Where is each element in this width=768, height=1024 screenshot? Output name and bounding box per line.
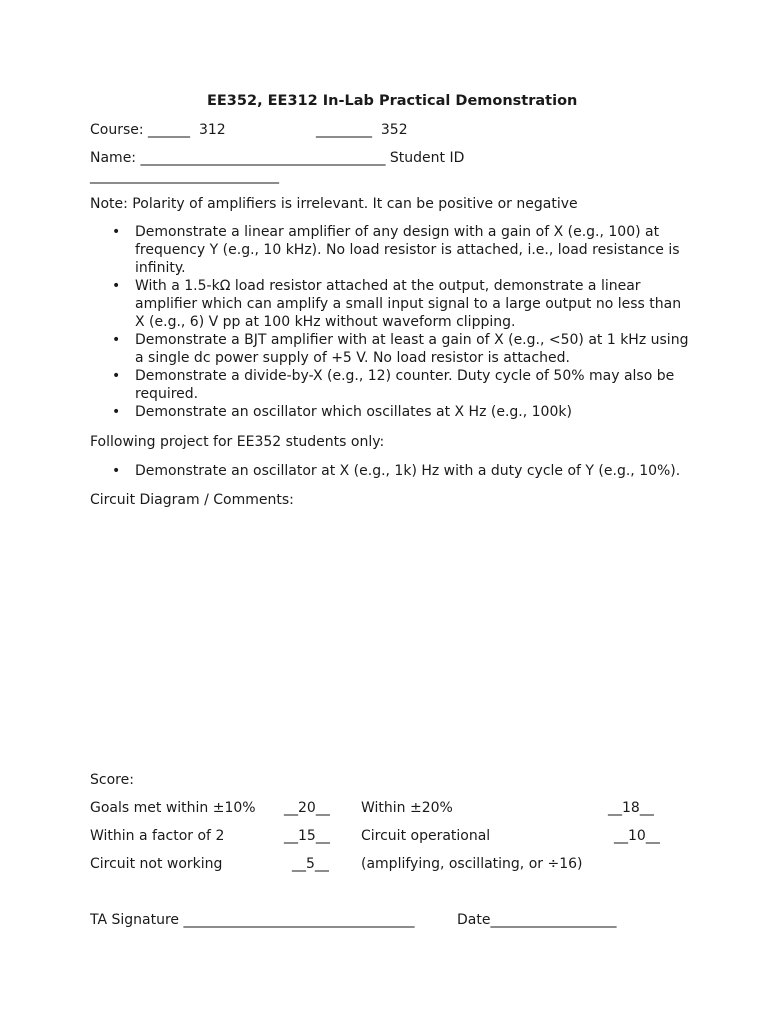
score-points: __18__ bbox=[608, 800, 654, 816]
score-label: Within ±20% bbox=[361, 800, 453, 816]
score-label: Goals met within ±10% bbox=[90, 800, 256, 816]
score-points: __10__ bbox=[614, 828, 660, 844]
task-text: Demonstrate a BJT amplifier with at least a gain of X (e.g., <50) at 1 kHz using a single dc power supply of +5 V. No load resistor is attached. bbox=[135, 332, 689, 366]
bullet-icon: • bbox=[112, 463, 121, 479]
score-label: (amplifying, oscillating, or ÷16) bbox=[361, 856, 583, 872]
note-text: Note: Polarity of amplifiers is irrelevant. It can be positive or negative bbox=[90, 196, 578, 212]
list-item bbox=[90, 462, 710, 480]
task-text: Demonstrate a divide-by-X (e.g., 12) counter. Duty cycle of 50% may also be required. bbox=[135, 368, 675, 402]
task-text: Demonstrate an oscillator at X (e.g., 1k) Hz with a duty cycle of Y (e.g., 10%). bbox=[135, 463, 681, 479]
bullet-icon: • bbox=[112, 368, 121, 384]
score-label: Circuit not working bbox=[90, 856, 223, 872]
score-points: __15__ bbox=[284, 828, 330, 844]
score-points: __20__ bbox=[284, 800, 330, 816]
list-item bbox=[90, 367, 690, 403]
task-text: Demonstrate an oscillator which oscillates at X Hz (e.g., 100k) bbox=[135, 404, 572, 420]
student-id-line: ___________________________ bbox=[90, 168, 279, 184]
list-item bbox=[90, 277, 690, 331]
task-text: With a 1.5-kΩ load resistor attached at the output, demonstrate a linear amplifier which can amplify a small input signal to a large output no less than X (e.g., 6) V pp at 100 kHz without waveform clipping. bbox=[135, 278, 682, 330]
score-row bbox=[90, 799, 690, 817]
score-label: Circuit operational bbox=[361, 828, 491, 844]
score-label: Within a factor of 2 bbox=[90, 828, 225, 844]
list-item bbox=[90, 403, 690, 421]
course-line: Course: ______ 312 bbox=[90, 122, 226, 138]
date-line: Date__________________ bbox=[457, 912, 617, 928]
ee352-task-list bbox=[90, 462, 710, 480]
score-row bbox=[90, 827, 690, 845]
circuit-heading: Circuit Diagram / Comments: bbox=[90, 492, 294, 508]
bullet-icon: • bbox=[112, 278, 121, 294]
ee352-heading: Following project for EE352 students only: bbox=[90, 434, 385, 450]
score-row bbox=[90, 855, 690, 873]
list-item bbox=[90, 331, 690, 367]
name-line: Name: ___________________________________ Student ID bbox=[90, 150, 465, 166]
page-title: EE352, EE312 In-Lab Practical Demonstration bbox=[207, 93, 578, 109]
bullet-icon: • bbox=[112, 224, 121, 240]
list-item bbox=[90, 223, 690, 277]
score-points: __5__ bbox=[292, 856, 329, 872]
course-352-line: ________ 352 bbox=[316, 122, 408, 138]
task-text: Demonstrate a linear amplifier of any design with a gain of X (e.g., 100) at frequency Y (e.g., 10 kHz). No load resistor is attached, i.e., load resistance is infinity. bbox=[135, 224, 680, 276]
task-list bbox=[90, 223, 690, 421]
bullet-icon: • bbox=[112, 332, 121, 348]
bullet-icon: • bbox=[112, 404, 121, 420]
score-heading: Score: bbox=[90, 772, 134, 788]
ta-signature-line: TA Signature _________________________________ bbox=[90, 912, 415, 928]
